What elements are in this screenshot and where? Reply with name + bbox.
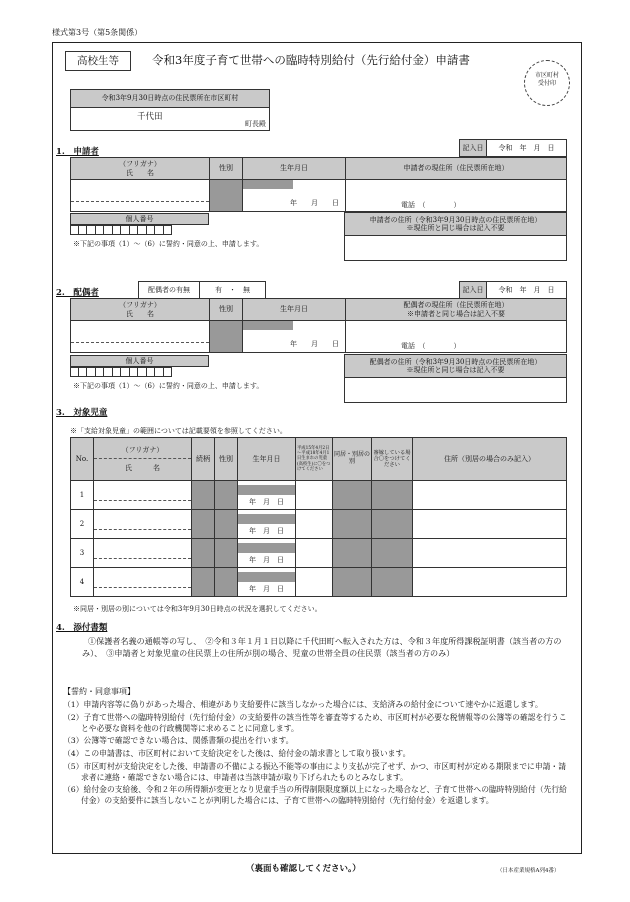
child-birth-field[interactable]: [238, 510, 296, 539]
spouse-presence-label: 配偶者の有無: [139, 282, 200, 299]
spouse-gender-header: 性別: [210, 299, 243, 321]
table-row: [71, 481, 567, 510]
child-name-field[interactable]: [94, 510, 192, 539]
child-name-field[interactable]: [94, 539, 192, 568]
child-name-field[interactable]: [94, 568, 192, 597]
child-birth-ymd: 年 月 日: [249, 555, 284, 564]
applicant-residence-header: [345, 213, 567, 236]
child-selfadd-field[interactable]: [372, 568, 413, 597]
table-row: [71, 539, 567, 568]
child-relation-field[interactable]: [192, 568, 215, 597]
spouse-address-header-text: 配偶者の現住所（住民票所在地）: [403, 301, 509, 310]
col-selfadd: 審嫁している場合〇をつけてください: [372, 438, 413, 481]
spouse-table: [70, 298, 567, 353]
spouse-date-box: [459, 281, 567, 299]
footer-standard: （日本産業規格A列4番）: [497, 868, 560, 874]
date-value[interactable]: 令和 年 月 日: [487, 140, 567, 157]
children-note: ※「支給対象児童」の範囲については記載要領を参照してください。: [70, 427, 287, 435]
address-header: 申請者の現住所（住民票所在地）: [346, 158, 567, 180]
residence-box: [70, 89, 270, 131]
child-relation-field[interactable]: [192, 510, 215, 539]
pledge-item: （5）市区町村が支給決定をした後、申請書の不備による振込不能等の事由により支払が完了せず、かつ、市区町村が定める期限までに申請・請求者に連絡・確認できない場合には、申請者は当該申請が取り下げられたものとみなします。: [63, 761, 567, 782]
applicant-residence-table: [344, 212, 567, 261]
gender-header: 性別: [210, 158, 243, 180]
row-no: 4: [71, 568, 94, 597]
children-footnote: ※同居・別居の別については令和3年9月30日時点の状況を選択してください。: [73, 605, 322, 613]
child-address-field[interactable]: [413, 568, 567, 597]
spouse-name-header: [71, 299, 210, 321]
col-furigana: （フリガナ）: [94, 446, 191, 458]
spouse-name-label: 氏 名: [126, 309, 154, 318]
child-name-field[interactable]: [94, 481, 192, 510]
applicant-date-box: [459, 139, 567, 157]
town-name: 千代田: [137, 112, 163, 122]
form-number: 様式第3号（第5条関係）: [52, 28, 143, 37]
spouse-phone-label: 電話 （ ）: [401, 341, 461, 350]
applicant-gender-field[interactable]: [210, 180, 243, 212]
spouse-address-field[interactable]: [346, 321, 567, 353]
spouse-same-note: ※現住所と同じ場合は記入不要: [406, 366, 505, 374]
spouse-heading: 2. 配偶者: [56, 288, 99, 298]
same-note: ※現住所と同じ場合は記入不要: [406, 224, 505, 232]
row-no: 1: [71, 481, 94, 510]
pledge-item: （2）子育て世帯への臨時特別給付（先行給付金）の支給要件の該当性等を審査等するため、市区町村が必要な税情報等の公簿等の確認を行うことや必要な資料を他の行政機関等に求めることに同意します。: [63, 712, 567, 733]
reception-stamp: 市区町村 受付印: [524, 60, 570, 106]
child-highschool-field[interactable]: [296, 481, 333, 510]
spouse-residence-field[interactable]: [345, 378, 567, 403]
spouse-presence: [138, 281, 266, 299]
applicant-name-field[interactable]: [71, 180, 210, 212]
col-birth: 生年月日: [238, 438, 296, 481]
child-gender-field[interactable]: [215, 510, 238, 539]
child-birth-ymd: 年 月 日: [249, 584, 284, 593]
furigana-label: （フリガナ）: [119, 160, 161, 169]
spouse-residence-header: [345, 355, 567, 378]
spouse-name-field[interactable]: [71, 321, 210, 353]
page-title: 令和3年度子育て世帯への臨時特別給付（先行給付金）申請書: [152, 53, 470, 67]
name-label: 氏 名: [126, 168, 154, 177]
applicant-table: [70, 157, 567, 212]
col-name: [94, 438, 192, 481]
spouse-residence-table: [344, 354, 567, 403]
town-suffix: 町長殿: [245, 119, 266, 128]
child-birth-field[interactable]: [238, 568, 296, 597]
child-selfadd-field[interactable]: [372, 539, 413, 568]
col-address: 住所（別居の場合のみ記入）: [413, 438, 567, 481]
col-note1: 平成15年4月2日～平成18年4月1日生まれの児童(高校生)に〇をつけてください: [296, 438, 333, 481]
child-gender-field[interactable]: [215, 539, 238, 568]
child-relation-field[interactable]: [192, 481, 215, 510]
spouse-birth-field[interactable]: [243, 321, 346, 353]
col-gender: 性別: [215, 438, 238, 481]
spouse-date-value[interactable]: 令和 年 月 日: [487, 282, 567, 299]
child-highschool-field[interactable]: [296, 568, 333, 597]
applicant-address-field[interactable]: [346, 180, 567, 212]
footer-note: （裏面も確認してください。）: [246, 864, 361, 874]
residence-value-cell[interactable]: [71, 108, 270, 131]
child-birth-field[interactable]: [238, 539, 296, 568]
residence-header-text: 申請者の住所（令和3年9月30日時点の住民票所在地）: [369, 215, 542, 224]
spouse-gender-field[interactable]: [210, 321, 243, 353]
documents-text: ①保護者名義の通帳等の写し、 ②令和３年１月１日以降に千代田町へ転入された方は、令和３年度所得課税証明書（該当者の方のみ）、 ③申請者と対象児童の住民票上の住所が別の場合、児童の世帯全員の住民票（該当者の方のみ）: [82, 636, 562, 658]
residence-header: 令和3年9月30日時点の住民票所在市区町村: [71, 90, 270, 108]
row-no: 3: [71, 539, 94, 568]
child-birth-ymd: 年 月 日: [249, 497, 284, 506]
col-no: No.: [71, 438, 94, 481]
spouse-furigana-label: （フリガナ）: [119, 301, 161, 310]
spouse-residence-header-text: 配偶者の住所（令和3年9月30日時点の住民票所在地）: [369, 357, 542, 366]
child-cohabit-field[interactable]: [333, 481, 372, 510]
spouse-date-label: 記入日: [460, 282, 487, 299]
applicant-name-header: [71, 158, 210, 180]
documents-heading: 4. 添付書類: [56, 623, 108, 633]
pledge-heading: 【誓約・同意事項】: [63, 687, 135, 696]
applicant-residence-field[interactable]: [345, 236, 567, 261]
child-gender-field[interactable]: [215, 481, 238, 510]
col-name-label: 氏 名: [125, 463, 160, 472]
child-cohabit-field[interactable]: [333, 568, 372, 597]
child-birth-field[interactable]: [238, 481, 296, 510]
date-label: 記入日: [460, 140, 487, 157]
children-heading: 3. 対象児童: [56, 408, 108, 418]
table-row: [71, 568, 567, 597]
child-address-field[interactable]: [413, 510, 567, 539]
row-no: 2: [71, 510, 94, 539]
spouse-address-header: [346, 299, 567, 321]
child-cohabit-field[interactable]: [333, 539, 372, 568]
child-cohabit-field[interactable]: [333, 510, 372, 539]
birth-header: 生年月日: [243, 158, 346, 180]
birth-ymd: 年 月 日: [290, 198, 339, 207]
child-selfadd-field[interactable]: [372, 481, 413, 510]
applicant-consent: ※下記の事項（1）～（6）に誓約・同意の上、申請します。: [73, 240, 264, 248]
personal-number-field[interactable]: [70, 225, 172, 235]
spouse-birth-ymd: 年 月 日: [290, 339, 339, 348]
pledge-item: （1）申請内容等に偽りがあった場合、相違があり支給要件に該当しなかった場合には、支給済みの給付金について速やかに返還します。: [63, 700, 543, 709]
table-row: [71, 510, 567, 539]
spouse-consent: ※下記の事項（1）～（6）に誓約・同意の上、申請します。: [73, 382, 264, 390]
pledge-item: （6）給付金の支給後、令和２年の所得額が変更となり児童手当の所得制限限度額以上になった場合など、子育て世帯への臨時特別給付（先行給付金）の支給要件に該当しないことが判明した場合には、子育て世帯への臨時特別給付（先行給付金）を返還します。: [63, 785, 567, 805]
child-selfadd-field[interactable]: [372, 510, 413, 539]
phone-label: 電話 （ ）: [401, 200, 461, 209]
category-badge: 高校生等: [65, 51, 131, 71]
col-relation: 続柄: [192, 438, 215, 481]
child-relation-field[interactable]: [192, 539, 215, 568]
spouse-personal-number-label: 個人番号: [70, 355, 209, 367]
child-birth-ymd: 年 月 日: [249, 526, 284, 535]
spouse-presence-value[interactable]: 有 ・ 無: [200, 282, 266, 299]
child-highschool-field[interactable]: [296, 510, 333, 539]
pledge-list: [63, 700, 570, 809]
child-address-field[interactable]: [413, 481, 567, 510]
personal-number-label: 個人番号: [70, 213, 209, 225]
applicant-birth-field[interactable]: [243, 180, 346, 212]
spouse-birth-header: 生年月日: [243, 299, 346, 321]
spouse-address-note: ※申請者と同じ場合は記入不要: [407, 309, 505, 318]
pledge-item: （3）公簿等で確認できない場合は、関係書類の提出を行います。: [63, 736, 294, 746]
col-cohabit: 同居・別居の別: [333, 438, 372, 481]
child-highschool-field[interactable]: [296, 539, 333, 568]
child-address-field[interactable]: [413, 539, 567, 568]
child-gender-field[interactable]: [215, 568, 238, 597]
pledge-item: （4）この申請書は、市区町村において支給決定をした後は、給付金の請求書として取り扱います。: [63, 749, 411, 758]
spouse-personal-number-field[interactable]: [70, 367, 172, 377]
children-table: [70, 437, 567, 597]
applicant-heading: 1. 申請者: [56, 147, 99, 157]
